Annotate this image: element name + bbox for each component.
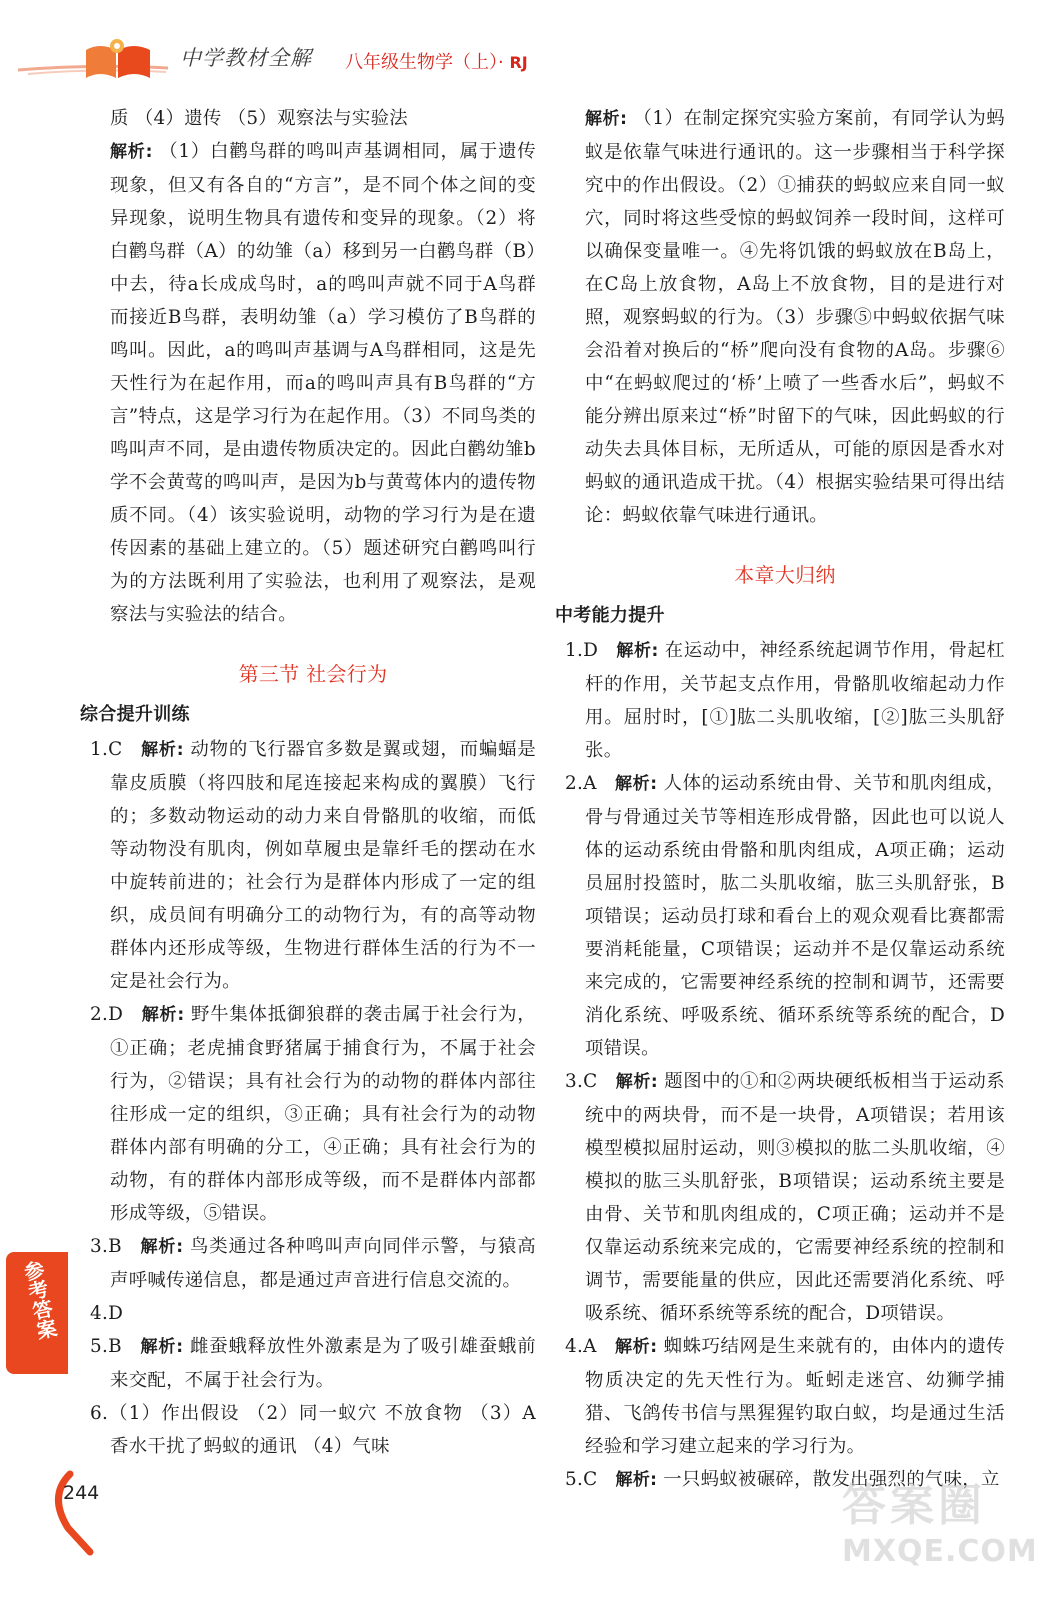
watermark-url: MXQE.COM: [842, 1534, 1038, 1569]
answer-analysis: [90, 135, 536, 631]
answer-number: 5.C: [565, 1469, 598, 1490]
answer-number: 1.D: [565, 640, 599, 661]
page-number-arc-decoration: [40, 1466, 130, 1556]
answer-text: （1）作出假设 （2）同一蚁穴 不放食物 （3）A 香水干扰了蚂蚁的通讯 （4）气味: [108, 1403, 536, 1457]
answer-number: 4.A: [565, 1336, 597, 1357]
watermark-logo-text: 答案圈: [842, 1480, 986, 1531]
analysis-label: 解析:: [141, 1005, 185, 1025]
edition-code: RJ: [509, 53, 528, 72]
analysis-text: （1）在制定探究实验方案前，有同学认为蚂蚁是依靠气味进行通讯的。这一步骤相当于科学探究中的作出假设。（2）①捕获的蚂蚁应来自同一蚁穴，同时将这些受惊的蚂蚁饲养一段时间，这样可以确保变量唯一。④先将饥饿的蚂蚁放在B岛上，在C岛上放食物，A岛上不放食物，目的是进行对照，观察蚂蚁的行为。（3）步骤⑤中蚂蚁依据气味会沿着对换后的“桥”爬向没有食物的A岛。步骤⑥中“在蚂蚁爬过的‘桥’上喷了一些香水后”，蚂蚁不能分辨出原来过“桥”时留下的气味，因此蚂蚁的行动失去具体目标，无所适从，可能的原因是香水对蚂蚁的通讯造成干扰。（4）根据实验结果可得出结论：蚂蚁依靠气味进行通讯。: [585, 108, 1005, 526]
answer-number: 2.D: [90, 1004, 124, 1025]
answer-text: 一只蚂蚁被碾碎，散发出强烈的气味，立: [663, 1469, 1000, 1490]
analysis-label: 解析:: [616, 641, 659, 661]
answer-text: 题图中的①和②两块硬纸板相当于运动系统中的两块骨，而不是一块骨，A项错误；若用该模型模拟屈肘运动，则③模拟的肱二头肌收缩，④模拟的肱三头肌舒张，B项错误；运动系统主要是由骨、关节和肌肉组成的，C项正确；运动并不是仅靠运动系统来完成的，它需要神经系统的控制和调节，需要能量的供应，因此还需要消化系统、呼吸系统、循环系统等系统的配合，D项错误。: [585, 1071, 1005, 1324]
answer-number: 2.A: [565, 773, 597, 794]
answer-item: [565, 1065, 1005, 1330]
answer-item: [565, 634, 1005, 767]
section-title: 第三节 社会行为: [238, 662, 388, 686]
answer-number: 3.B: [90, 1236, 122, 1257]
chapter-summary-title: 本章大归纳: [734, 563, 836, 587]
answer-text: 在运动中，神经系统起调节作用，骨起杠杆的作用，关节起支点作用，骨骼肌收缩起动力作用。屈肘时，[①]肱二头肌收缩，[②]肱三头肌舒张。: [585, 640, 1006, 761]
answer-item: [90, 733, 536, 998]
answer-number: 4.D: [90, 1303, 124, 1324]
analysis-label: 解析:: [614, 1337, 658, 1357]
analysis-label: 解析:: [140, 740, 184, 760]
answer-item: [90, 1397, 536, 1463]
answer-item: [90, 1230, 536, 1297]
book-subtitle: [345, 48, 528, 74]
analysis-label: 解析:: [615, 1470, 658, 1490]
analysis-label: 解析:: [614, 774, 658, 794]
site-watermark: [842, 1478, 1038, 1588]
grade-subject: 八年级生物学（上）·: [345, 52, 510, 73]
answer-item: [565, 767, 1005, 1065]
answer-text: 人体的运动系统由骨、关节和肌肉组成，骨与骨通过关节等相连形成骨骼，因此也可以说人体的运动系统由骨骼和肌肉组成，A项正确；运动员屈肘投篮时，肱二头肌收缩，肱三头肌舒张，B项错误；运动员打球和看台上的观众观看比赛都需要消耗能量，C项错误；运动并不是仅靠运动系统来完成的，它需要神经系统的控制和调节，还需要消化系统、呼吸系统、循环系统等系统的配合，D项错误。: [585, 773, 1005, 1059]
answer-number: 5.B: [90, 1336, 122, 1357]
answer-text: 雌蚕蛾释放性外激素是为了吸引雄蚕蛾前来交配，不属于社会行为。: [110, 1336, 536, 1391]
left-column: [80, 102, 537, 1463]
answer-item: [90, 1330, 536, 1397]
answer-number: 3.C: [565, 1071, 598, 1092]
page-header: [0, 0, 1052, 96]
subsection-heading: 综合提升训练: [80, 704, 190, 725]
analysis-label: 解析:: [139, 1237, 184, 1257]
right-column: [555, 102, 1006, 1497]
answer-item: [90, 1297, 536, 1330]
book-logo-icon: [80, 36, 156, 82]
subsection-heading: 中考能力提升: [555, 605, 665, 626]
answer-text: 蜘蛛巧结网是生来就有的，由体内的遗传物质决定的先天性行为。蚯蚓走迷宫、幼狮学捕猎、飞鸽传书信与黑猩猩钓取白蚁，均是通过生活经验和学习建立起来的学习行为。: [585, 1336, 1005, 1457]
analysis-label: 解析:: [615, 1072, 658, 1092]
answer-text: 野牛集体抵御狼群的袭击属于社会行为，①正确；老虎捕食野猪属于捕食行为，不属于社会行为，②错误；具有社会行为的动物的群体内部往往形成一定的组织，③正确；具有社会行为的动物群体内部有明确的分工，④正确；具有社会行为的动物，有的群体内部形成等级，而不是群体内部都形成等级，⑤错误。: [110, 1004, 537, 1224]
answer-tail: 质 （4）遗传 （5）观察法与实验法: [110, 108, 408, 129]
analysis-label: 解析:: [139, 1337, 184, 1357]
answer-item: [90, 998, 536, 1230]
page-number: 244: [63, 1482, 100, 1504]
analysis-text: （1）白鹳鸟群的鸣叫声基调相同，属于遗传现象，但又有各自的“方言”，是不同个体之间的变异现象，说明生物具有遗传和变异的现象。（2）将白鹳鸟群（A）的幼雏（a）移到另一白鹳鸟群（B）中去，待a长成成鸟时，a的鸣叫声就不同于A鸟群而接近B鸟群，表明幼雏（a）学习模仿了B鸟群的鸣叫。因此，a的鸣叫声基调与A鸟群相同，这是先天性行为在起作用，而a的鸣叫声具有B鸟群的“方言”特点，这是学习行为在起作用。（3）不同鸟类的鸣叫声不同，是由遗传物质决定的。因此白鹳幼雏b学不会黄莺的鸣叫声，是因为b与黄莺体内的遗传物质不同。（4）该实验说明，动物的学习行为是在遗传因素的基础上建立的。（5）题述研究白鹳鸣叫行为的方法既利用了实验法，也利用了观察法，是观察法与实验法的结合。: [110, 141, 536, 625]
book-title: 中学教材全解: [180, 46, 312, 70]
analysis-label: 解析:: [585, 109, 628, 129]
answer-item: [565, 1330, 1005, 1463]
side-tab-label: 参考答案: [18, 1258, 60, 1342]
answer-analysis: [565, 102, 1005, 532]
reference-answers-tab: [6, 1252, 68, 1374]
answer-text: 动物的飞行器官多数是翼或翅，而蝙蝠是靠皮质膜（将四肢和尾连接起来构成的翼膜）飞行的；多数动物运动的动力来自骨骼肌的收缩，而低等动物没有肌肉，例如草履虫是靠纤毛的摆动在水中旋转前进的；社会行为是群体内形成了一定的组织，成员间有明确分工的动物行为，有的高等动物群体内还形成等级，生物进行群体生活的行为不一定是社会行为。: [110, 739, 537, 992]
answer-number: 6.: [90, 1403, 109, 1424]
answer-number: 1.C: [90, 739, 123, 760]
answer-text: 鸟类通过各种鸣叫声向同伴示警，与猿高声呼喊传递信息，都是通过声音进行信息交流的。: [110, 1236, 536, 1291]
analysis-label: 解析:: [110, 142, 153, 162]
